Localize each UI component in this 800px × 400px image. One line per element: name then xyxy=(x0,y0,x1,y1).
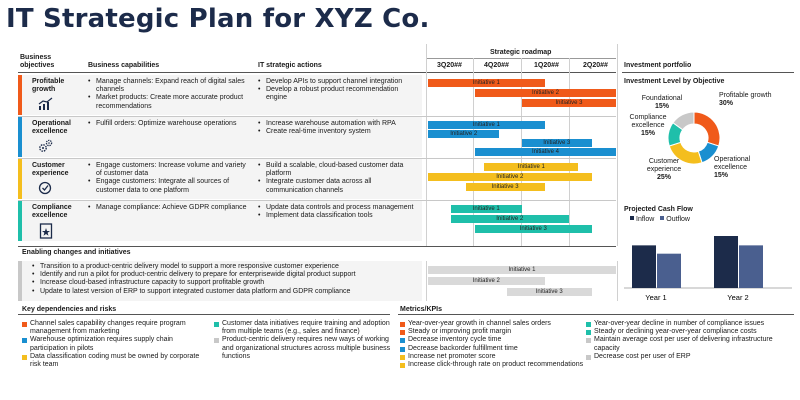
action-item: • Update data controls and process management xyxy=(258,204,420,212)
objective-label: Compliance excellence xyxy=(32,204,72,219)
actions-list xyxy=(258,162,420,195)
metrics-column xyxy=(586,320,786,361)
initiative-bar: Initiative 4 xyxy=(475,148,616,156)
donut-label-compliance xyxy=(624,114,672,138)
segment-pct: 15% xyxy=(654,103,669,110)
bullet-marker xyxy=(400,363,405,368)
header-capabilities: Business capabilities xyxy=(88,62,160,69)
initiative-bar: Initiative 1 xyxy=(451,205,522,213)
cashflow-bar xyxy=(657,254,681,288)
deps-title: Key dependencies and risks xyxy=(22,306,117,313)
metric-item xyxy=(586,328,786,336)
enabling-divider xyxy=(18,246,616,247)
header-portfolio: Investment portfolio xyxy=(624,62,692,69)
metric-item xyxy=(586,353,786,361)
dependency-item xyxy=(22,320,210,336)
dependency-item xyxy=(214,320,394,336)
metric-item-text: Decrease backorder fulfillment time xyxy=(408,344,518,352)
cashflow-bar xyxy=(632,245,656,288)
capabilities-list xyxy=(88,204,248,212)
bullet-marker xyxy=(214,338,219,343)
actions-list xyxy=(258,204,420,220)
dependency-item-text: Warehouse optimization requires supply chain participation in pilots xyxy=(30,336,173,352)
deps-divider xyxy=(18,314,390,315)
roadmap-gridline xyxy=(426,44,427,246)
donut-label-profitable xyxy=(719,92,779,108)
segment-pct: 15% xyxy=(640,130,655,137)
customer-satisfaction-icon xyxy=(38,181,54,200)
segment-name: Customer experience xyxy=(646,158,682,173)
header-actions: IT strategic actions xyxy=(258,62,322,69)
initiative-bar: Initiative 1 xyxy=(484,163,578,171)
cashflow-bar xyxy=(739,245,763,288)
bullet-marker xyxy=(586,355,591,360)
metric-item xyxy=(400,361,588,369)
objective-strip xyxy=(18,75,22,115)
compliance-badge-icon xyxy=(38,223,54,244)
bullet-marker xyxy=(586,322,591,327)
capability-item: • Engage customers: Increase volume and variety of customer data xyxy=(88,162,248,178)
enabling-item: • Increase cloud-based infrastructure capacity to support profitable growth xyxy=(32,279,422,287)
action-item: • Implement data classification tools xyxy=(258,212,420,220)
metric-item xyxy=(400,345,588,353)
bullet-marker xyxy=(22,322,27,327)
legend-outflow: Outflow xyxy=(666,216,690,223)
metric-item-text: Steady or improving profit margin xyxy=(408,328,512,336)
quarter-label: 3Q20## xyxy=(437,62,462,69)
legend-swatch xyxy=(660,216,664,220)
capability-item: • Engage customers: Integrate all sources of customer data to one platform xyxy=(88,178,248,194)
dependency-item-text: Channel sales capability changes require program management from marketing xyxy=(30,320,186,336)
action-item: • Increase warehouse automation with RPA xyxy=(258,120,420,128)
action-item: • Develop APIs to support channel integration xyxy=(258,78,420,86)
metric-item-text: Increase net promoter score xyxy=(408,352,496,360)
metric-item xyxy=(586,320,786,328)
metric-item xyxy=(400,320,588,328)
metrics-title: Metrics/KPIs xyxy=(400,306,443,313)
header-roadmap: Strategic roadmap xyxy=(490,49,552,56)
donut-label-foundational xyxy=(638,95,686,111)
initiative-bar: Initiative 2 xyxy=(451,215,569,223)
enabling-list xyxy=(32,263,422,296)
metric-item-text: Year-over-year growth in channel sales orders xyxy=(408,320,551,327)
objective-strip xyxy=(18,117,22,157)
enabling-item: • Update to latest version of ERP to support integrated customer data platform and GDPR compliance xyxy=(32,288,422,296)
bullet-marker xyxy=(586,338,591,343)
cashflow-category-label: Year 2 xyxy=(727,293,749,302)
metric-item xyxy=(586,336,786,352)
cashflow-bar xyxy=(714,236,738,288)
objective-strip xyxy=(18,201,22,241)
bullet-marker xyxy=(22,355,27,360)
header-objectives: Business objectives xyxy=(20,54,55,69)
metric-item-text: Year-over-year decline in number of compliance issues xyxy=(594,320,765,327)
action-item: • Create real-time inventory system xyxy=(258,128,420,136)
enabling-initiative-bar: Initiative 3 xyxy=(507,288,592,296)
capability-item: • Manage channels: Expand reach of digital sales channels xyxy=(88,78,248,94)
capability-item: • Manage compliance: Achieve GDPR compliance xyxy=(88,204,248,212)
initiative-bar: Initiative 2 xyxy=(475,89,616,97)
segment-name: Compliance excellence xyxy=(629,114,667,129)
cashflow-category-label: Year 1 xyxy=(645,293,667,302)
enabling-title: Enabling changes and initiatives xyxy=(22,249,131,256)
quarter-label: 2Q20## xyxy=(583,62,608,69)
enabling-initiative-bar: Initiative 2 xyxy=(428,277,545,285)
cashflow-legend xyxy=(630,216,690,224)
objective-strip xyxy=(18,159,22,199)
metric-item xyxy=(400,353,588,361)
dependency-item-text: Data classification coding must be owned by corporate risk team xyxy=(30,352,200,369)
capabilities-list xyxy=(88,120,248,128)
objective-label: Operational excellence xyxy=(32,120,71,135)
enabling-item: • Transition to a product-centric delivery model to support a more responsive customer experience xyxy=(32,263,422,271)
dependency-item xyxy=(22,336,210,352)
portfolio-divider xyxy=(622,72,794,73)
segment-name: Foundational xyxy=(641,95,683,102)
segment-pct: 25% xyxy=(656,174,671,181)
quarter-label: 4Q20## xyxy=(484,62,509,69)
capabilities-list xyxy=(88,162,248,195)
capabilities-list xyxy=(88,78,248,111)
metric-item-text: Steady or declining year-over-year compliance costs xyxy=(594,328,757,336)
initiative-bar: Initiative 3 xyxy=(522,139,592,147)
bullet-marker xyxy=(400,330,405,335)
donut-slice xyxy=(694,112,720,146)
initiative-bar: Initiative 1 xyxy=(428,79,545,87)
action-item: • Integrate customer data across all communication channels xyxy=(258,178,420,194)
objective-label: Profitable growth xyxy=(32,78,65,93)
initiative-bar: Initiative 3 xyxy=(466,183,545,191)
bullet-marker xyxy=(586,330,591,335)
cashflow-title: Projected Cash Flow xyxy=(624,206,693,213)
actions-list xyxy=(258,78,420,103)
bullet-marker xyxy=(22,338,27,343)
deps-column xyxy=(22,320,210,369)
page-title: IT Strategic Plan for XYZ Co. xyxy=(6,4,430,34)
metrics-divider xyxy=(398,314,794,315)
metric-item xyxy=(400,328,588,336)
enabling-strip xyxy=(18,261,22,301)
gears-icon xyxy=(38,139,54,158)
bullet-marker xyxy=(400,347,405,352)
dependency-item xyxy=(214,336,394,361)
initiative-bar: Initiative 1 xyxy=(428,121,545,129)
donut-label-customer xyxy=(640,158,688,182)
segment-name: Operational excellence xyxy=(714,156,751,171)
metric-item-text: Decrease inventory cycle time xyxy=(408,336,502,344)
segment-name: Profitable growth xyxy=(719,92,772,99)
roadmap-gridline xyxy=(617,261,618,301)
legend-swatch xyxy=(630,216,634,220)
dependency-item-text: Product-centric delivery requires new ways of working and organizational structures across multiple business functions xyxy=(222,336,391,360)
dependency-item xyxy=(22,353,210,369)
header-divider xyxy=(18,72,616,73)
initiative-bar: Initiative 3 xyxy=(475,225,592,233)
legend-inflow: Inflow xyxy=(636,216,655,223)
enabling-item: • Identify and run a pilot for product-centric delivery to prepare for enterprisewide digital product support xyxy=(32,271,422,279)
cashflow-chart xyxy=(622,226,794,306)
bullet-marker xyxy=(400,338,405,343)
deps-column xyxy=(214,320,394,361)
metric-item xyxy=(400,336,588,344)
bullet-marker xyxy=(214,322,219,327)
roadmap-gridline xyxy=(426,261,427,301)
capability-item: • Fulfill orders: Optimize warehouse operations xyxy=(88,120,248,128)
capability-item: • Market products: Create more accurate product recommendations xyxy=(88,94,248,110)
bullet-marker xyxy=(400,355,405,360)
enabling-initiative-bar: Initiative 1 xyxy=(428,266,616,274)
metric-item-text: Decrease cost per user of ERP xyxy=(594,352,691,360)
initiative-bar: Initiative 2 xyxy=(428,173,592,181)
segment-pct: 30% xyxy=(719,100,734,107)
action-item: • Develop a robust product recommendation engine xyxy=(258,86,420,102)
quarter-label: 1Q20## xyxy=(534,62,559,69)
metrics-column xyxy=(400,320,588,369)
initiative-bar: Initiative 3 xyxy=(522,99,616,107)
donut-label-operational xyxy=(714,156,774,180)
investment-title: Investment Level by Objective xyxy=(624,78,725,85)
metric-item-text: Maintain average cost per user of delivering infrastructure capacity xyxy=(594,336,773,352)
segment-pct: 15% xyxy=(714,172,729,179)
action-item: • Build a scalable, cloud-based customer data platform xyxy=(258,162,420,178)
metric-item-text: Increase click-through rate on product recommendations xyxy=(408,361,584,369)
actions-list xyxy=(258,120,420,136)
initiative-bar: Initiative 2 xyxy=(428,130,499,138)
bullet-marker xyxy=(400,322,405,327)
roadmap-gridline xyxy=(617,44,618,246)
growth-chart-icon xyxy=(38,97,54,116)
objective-label: Customer experience xyxy=(32,162,69,177)
dependency-item-text: Customer data initiatives require training and adoption from multiple teams (e.g., sales and finance) xyxy=(222,320,390,336)
